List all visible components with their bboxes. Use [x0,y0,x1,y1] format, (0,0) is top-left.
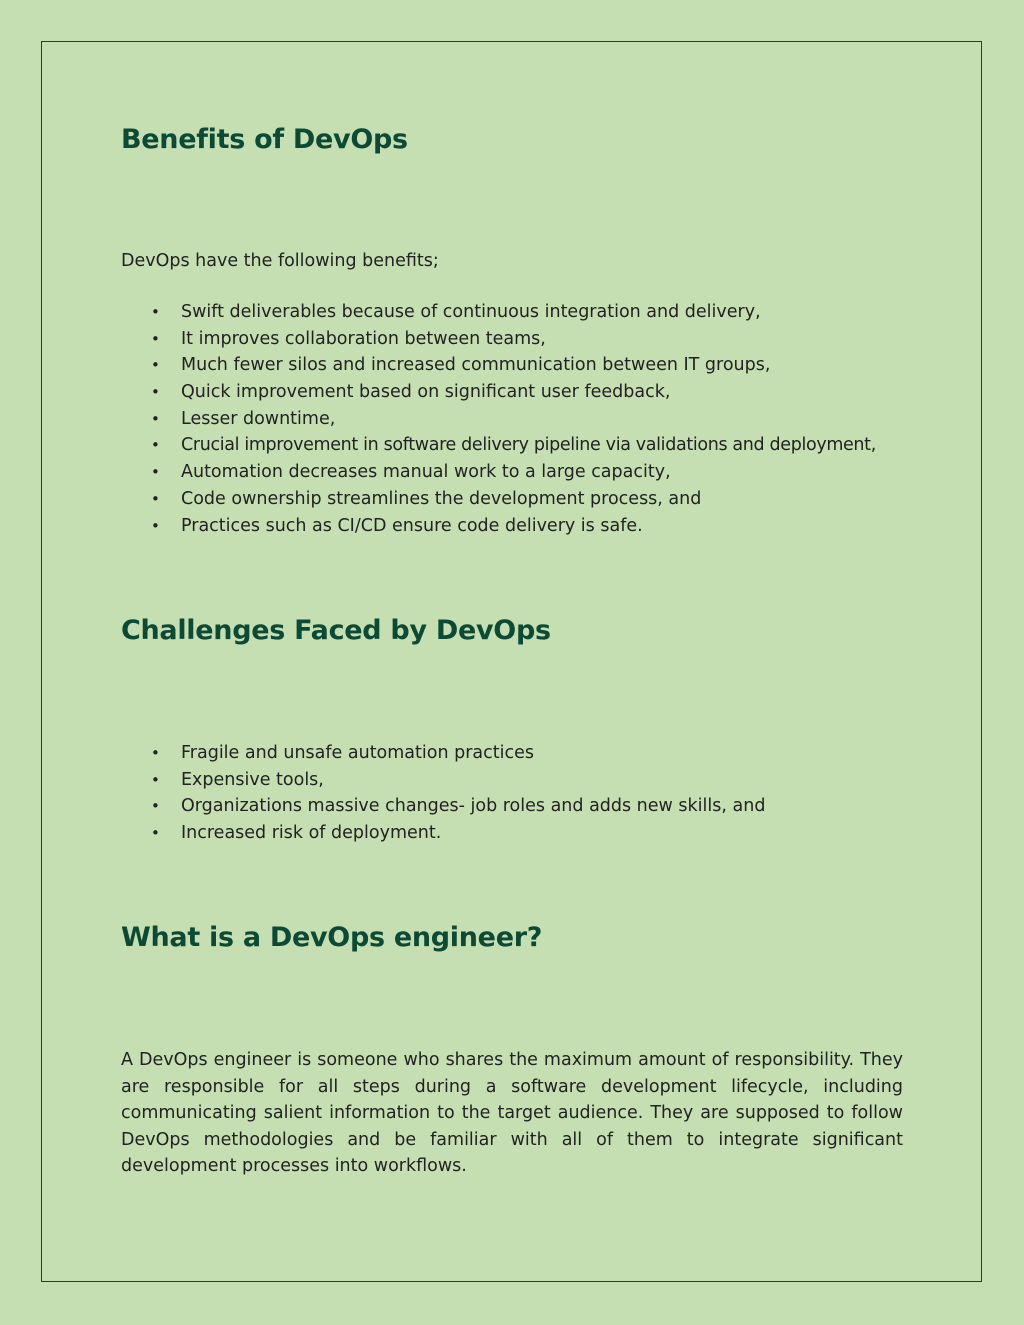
list-item-text: Organizations massive changes- job roles and adds new skills, and [181,796,766,817]
list-item-text: Fragile and unsafe automation practices [181,743,534,763]
list-item [121,459,876,486]
list-item [121,432,876,459]
bullet-icon: • [151,463,160,482]
list-item-text: Swift deliverables because of continuous integration and delivery, [181,302,761,322]
list-item-text: Crucial improvement in software delivery pipeline via validations and deployment, [181,435,876,456]
bullet-icon: • [151,303,160,321]
list-item [121,379,876,406]
list-item [121,326,876,353]
engineer-heading: What is a DevOps engineer? [121,922,543,953]
list-item-text: Code ownership streamlines the development process, and [181,488,702,509]
bullet-icon: • [151,436,160,455]
list-item [121,486,876,513]
list-item [121,352,876,379]
list-item [121,406,876,433]
list-item [121,820,765,847]
benefits-intro: DevOps have the following benefits; [121,251,439,271]
bullet-icon: • [151,489,160,508]
engineer-paragraph: A DevOps engineer is someone who shares the maximum amount of responsibility. They are responsible for all steps during a software development lifecycle, including communicating salient information to the target audience. They are supposed to follow DevOps methodologies and be familiar with all of them to integrate significant development processes into workflows. [121,1050,903,1177]
bullet-icon: • [151,770,160,789]
bullet-icon: • [151,356,160,375]
bullet-icon: • [151,329,160,348]
challenges-heading: Challenges Faced by DevOps [121,615,551,646]
bullet-icon: • [151,383,160,402]
bullet-icon: • [151,409,160,428]
list-item [121,299,876,326]
benefits-heading: Benefits of DevOps [121,124,408,155]
list-item [121,740,765,767]
bullet-icon: • [151,744,160,762]
challenges-list [121,740,765,847]
list-item-text: Increased risk of deployment. [181,823,442,844]
benefits-list [121,299,876,539]
list-item-text: Automation decreases manual work to a large capacity, [181,462,671,483]
list-item [121,513,876,540]
bullet-icon: • [151,516,160,535]
bullet-icon: • [151,824,160,843]
list-item [121,793,765,820]
bullet-icon: • [151,797,160,816]
list-item-text: It improves collaboration between teams, [181,328,546,349]
list-item-text: Much fewer silos and increased communication between IT groups, [181,355,771,376]
list-item-text: Quick improvement based on significant user feedback, [181,382,671,403]
list-item-text: Practices such as CI/CD ensure code delivery is safe. [181,515,643,536]
list-item-text: Expensive tools, [181,769,324,790]
list-item [121,767,765,794]
list-item-text: Lesser downtime, [181,408,336,429]
